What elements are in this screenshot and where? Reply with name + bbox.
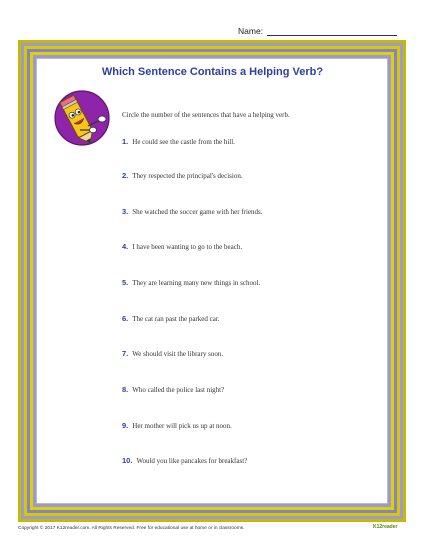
question-number[interactable]: 9. [122,421,129,430]
question-text: Her mother will pick us up at noon. [132,422,232,430]
question-item [122,385,224,394]
k12reader-logo[interactable]: K12reader [373,524,398,530]
question-item [122,456,247,465]
question-item [122,171,243,180]
question-text: Who called the police last night? [132,386,225,394]
name-line[interactable] [267,27,397,36]
question-item [122,421,232,430]
question-number[interactable]: 10. [122,456,133,465]
question-item [122,242,242,251]
question-number[interactable]: 8. [122,385,129,394]
question-text: They are learning many new things in school. [132,279,261,287]
question-number[interactable]: 4. [122,242,129,251]
question-text: Would you like pancakes for breakfast? [136,457,248,465]
question-number[interactable]: 7. [122,349,129,358]
question-text: He could see the castle from the hill. [132,138,235,146]
question-text: The cat ran past the parked car. [132,315,220,323]
question-item [122,349,223,358]
question-number[interactable]: 2. [122,171,129,180]
question-text: I have been wanting to go to the beach. [132,243,243,251]
question-item [122,278,260,287]
question-number[interactable]: 1. [122,137,129,146]
question-number[interactable]: 5. [122,278,129,287]
question-text: We should visit the library soon. [132,350,224,358]
name-field [238,26,397,36]
pencil-mascot-icon [50,86,114,150]
question-item [122,137,235,146]
question-item [122,207,263,216]
copyright-footer: Copyright © 2017 K12reader.com. All Rights Reserved. Free for educational use at home or in classrooms. [18,526,245,531]
instructions-text: Circle the number of the sentences that have a helping verb. [122,111,290,119]
question-text: They respected the principal's decision. [132,172,243,180]
question-text: She watched the soccer game with her friends. [132,208,263,216]
question-item [122,314,220,323]
worksheet-title: Which Sentence Contains a Helping Verb? [101,66,324,78]
name-label: Name: [238,26,264,36]
question-number[interactable]: 6. [122,314,129,323]
question-number[interactable]: 3. [122,207,129,216]
